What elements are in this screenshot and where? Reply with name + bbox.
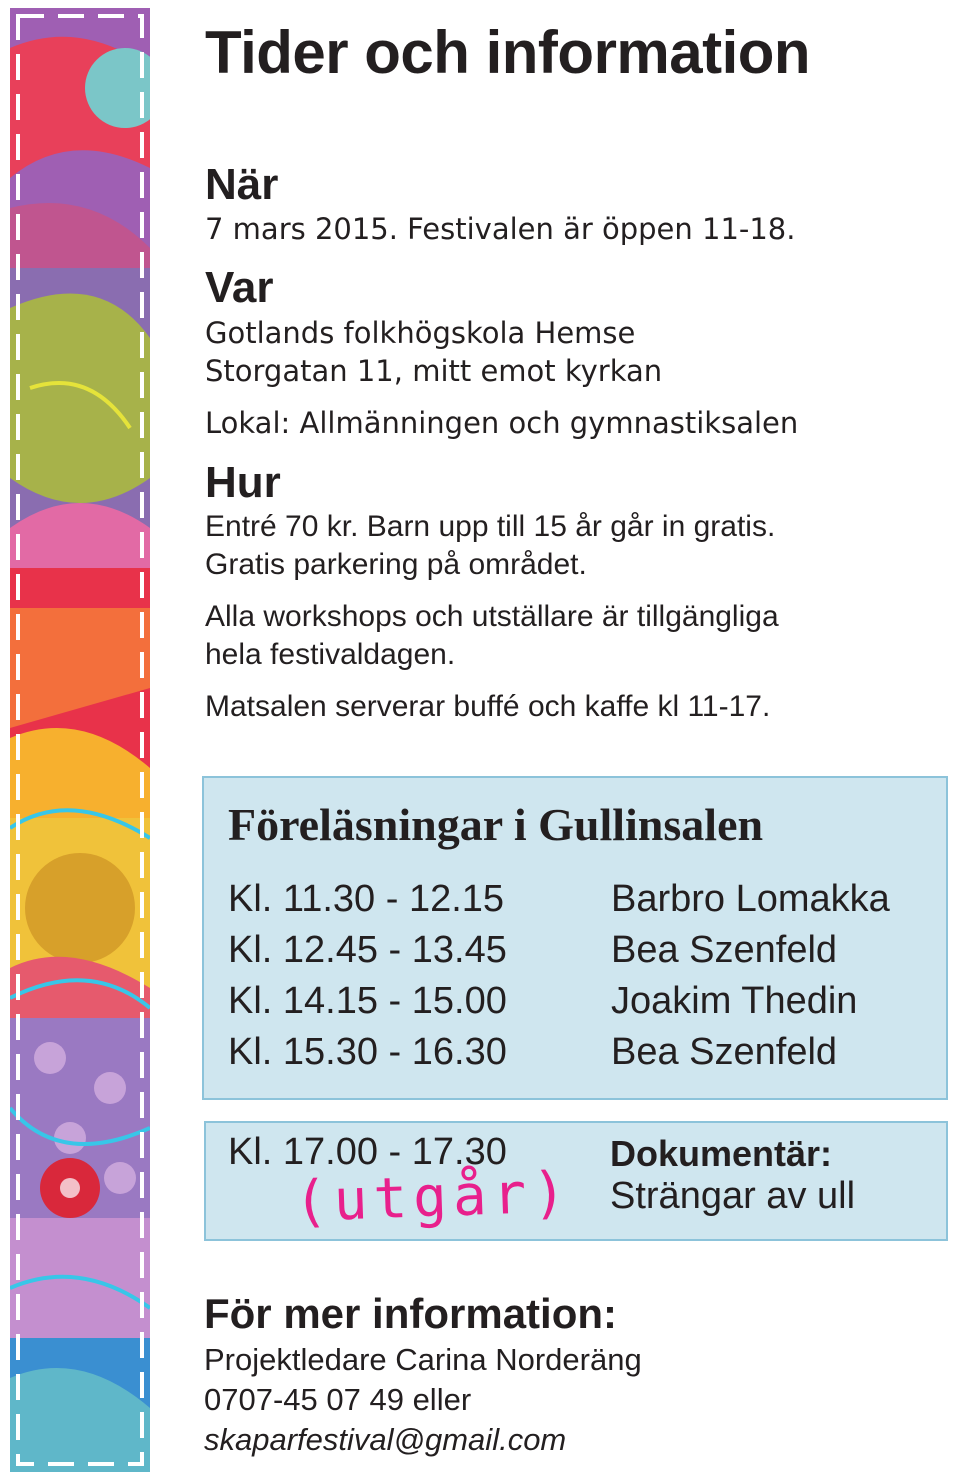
contact-person: Projektledare Carina Norderäng: [204, 1342, 642, 1377]
page-title: Tider och information: [205, 19, 811, 86]
where-line2: Storgatan 11, mitt emot kyrkan: [205, 354, 663, 388]
lecture-speaker: Bea Szenfeld: [611, 929, 838, 971]
how-heading: Hur: [205, 458, 281, 507]
lectures-heading: Föreläsningar i Gullinsalen: [228, 799, 764, 850]
how-line3: Alla workshops och utställare är tillgängliga: [205, 600, 779, 633]
lecture-time: Kl. 11.30 - 12.15: [228, 878, 505, 920]
more-info-heading: För mer information:: [204, 1290, 618, 1337]
how-line4: hela festivaldagen.: [205, 638, 456, 671]
lecture-speaker: Barbro Lomakka: [611, 878, 890, 920]
lecture-time: Kl. 12.45 - 13.45: [228, 929, 507, 971]
when-heading: När: [205, 160, 279, 209]
when-text: 7 mars 2015. Festivalen är öppen 11-18.: [205, 212, 796, 246]
documentary-time: Kl. 17.00 - 17.30: [228, 1131, 507, 1173]
cancelled-stamp: (utgår): [292, 1160, 574, 1235]
where-line3: Lokal: Allmänningen och gymnastiksalen: [205, 406, 799, 440]
documentary-heading: Dokumentär:: [610, 1133, 833, 1174]
where-line1: Gotlands folkhögskola Hemse: [205, 316, 636, 350]
where-heading: Var: [205, 263, 274, 312]
contact-email-link[interactable]: skaparfestival@gmail.com: [204, 1422, 567, 1457]
how-line5: Matsalen serverar buffé och kaffe kl 11-17.: [205, 690, 771, 723]
lectures-box: [202, 776, 948, 1100]
lecture-speaker: Bea Szenfeld: [611, 1031, 838, 1073]
how-line1: Entré 70 kr. Barn upp till 15 år går in gratis.: [205, 510, 776, 543]
lecture-time: Kl. 15.30 - 16.30: [228, 1031, 507, 1073]
lecture-speaker: Joakim Thedin: [611, 980, 858, 1022]
contact-phone: 0707-45 07 49 eller: [204, 1382, 472, 1417]
lecture-time: Kl. 14.15 - 15.00: [228, 980, 507, 1022]
documentary-title: Strängar av ull: [610, 1175, 856, 1217]
documentary-box: [204, 1121, 948, 1241]
how-line2: Gratis parkering på området.: [205, 548, 587, 581]
